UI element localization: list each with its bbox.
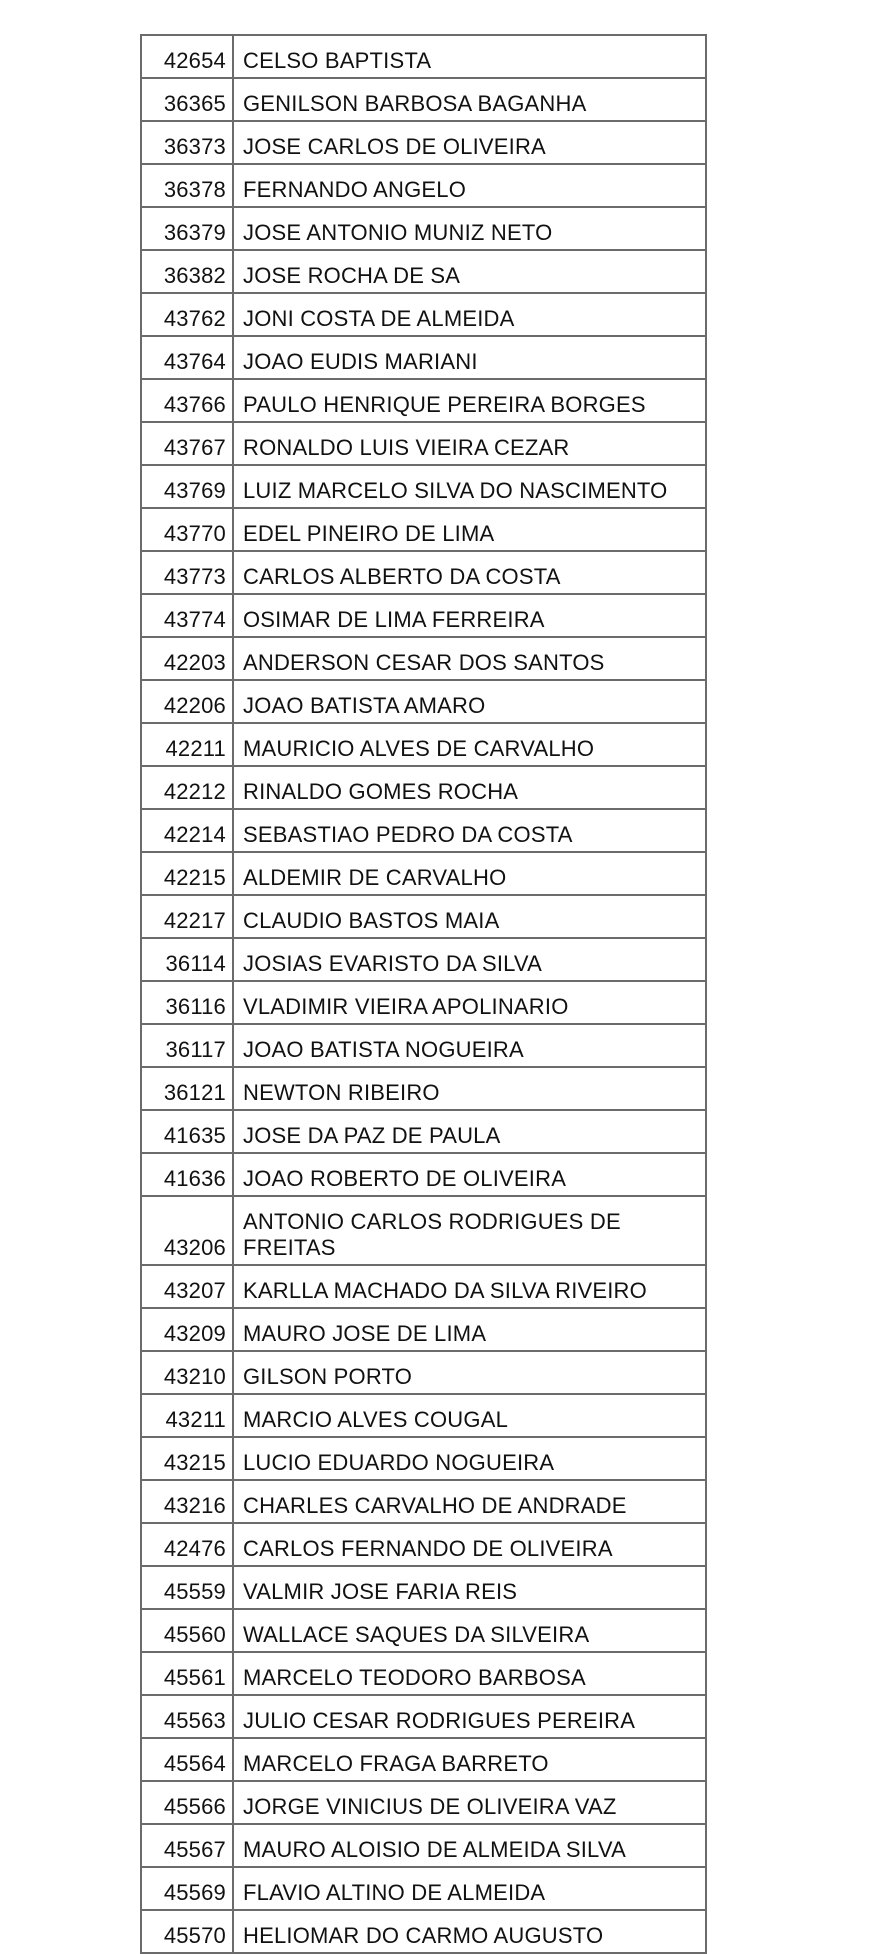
row-name-cell: CHARLES CARVALHO DE ANDRADE [233,1480,706,1523]
table-row [141,1437,706,1480]
table-row [141,1265,706,1308]
row-id-cell: 43764 [141,336,233,379]
table-row [141,938,706,981]
row-name-cell: CARLOS FERNANDO DE OLIVEIRA [233,1523,706,1566]
table-row [141,1480,706,1523]
row-name-cell: ANDERSON CESAR DOS SANTOS [233,637,706,680]
row-id-cell: 45563 [141,1695,233,1738]
table-row [141,1196,706,1265]
row-id-cell: 36114 [141,938,233,981]
table-row [141,78,706,121]
row-name-cell: SEBASTIAO PEDRO DA COSTA [233,809,706,852]
table-row [141,207,706,250]
row-name-cell: JOAO BATISTA AMARO [233,680,706,723]
row-name-cell: PAULO HENRIQUE PEREIRA BORGES [233,379,706,422]
row-name-cell: MARCIO ALVES COUGAL [233,1394,706,1437]
row-id-cell: 43773 [141,551,233,594]
row-id-cell: 43774 [141,594,233,637]
table-row [141,1110,706,1153]
row-id-cell: 45570 [141,1910,233,1953]
row-id-cell: 42206 [141,680,233,723]
row-name-cell: NEWTON RIBEIRO [233,1067,706,1110]
row-id-cell: 45567 [141,1824,233,1867]
row-name-cell: RINALDO GOMES ROCHA [233,766,706,809]
table-row [141,336,706,379]
row-name-cell: GILSON PORTO [233,1351,706,1394]
row-id-cell: 43767 [141,422,233,465]
table-row [141,1153,706,1196]
table-row [141,1351,706,1394]
table-row [141,1024,706,1067]
table-row [141,121,706,164]
table-row [141,852,706,895]
table-row [141,1609,706,1652]
row-name-cell: OSIMAR DE LIMA FERREIRA [233,594,706,637]
table-row [141,1308,706,1351]
row-name-cell: JULIO CESAR RODRIGUES PEREIRA [233,1695,706,1738]
table-row [141,1566,706,1609]
row-name-cell: CLAUDIO BASTOS MAIA [233,895,706,938]
row-id-cell: 42211 [141,723,233,766]
table-row [141,250,706,293]
row-id-cell: 36382 [141,250,233,293]
row-name-cell: MAURO JOSE DE LIMA [233,1308,706,1351]
row-name-cell: VALMIR JOSE FARIA REIS [233,1566,706,1609]
row-name-cell: MAURO ALOISIO DE ALMEIDA SILVA [233,1824,706,1867]
row-name-cell: GENILSON BARBOSA BAGANHA [233,78,706,121]
row-name-cell: ANTONIO CARLOS RODRIGUES DE FREITAS [233,1196,706,1265]
row-name-cell: JORGE VINICIUS DE OLIVEIRA VAZ [233,1781,706,1824]
row-id-cell: 43210 [141,1351,233,1394]
table-row [141,981,706,1024]
row-name-cell: JONI COSTA DE ALMEIDA [233,293,706,336]
roster-table-body [141,35,706,1953]
table-row [141,551,706,594]
row-id-cell: 45561 [141,1652,233,1695]
table-row [141,1824,706,1867]
row-id-cell: 42203 [141,637,233,680]
row-name-cell: MAURICIO ALVES DE CARVALHO [233,723,706,766]
row-name-cell: ALDEMIR DE CARVALHO [233,852,706,895]
table-row [141,895,706,938]
row-id-cell: 36116 [141,981,233,1024]
row-id-cell: 43211 [141,1394,233,1437]
row-name-cell: VLADIMIR VIEIRA APOLINARIO [233,981,706,1024]
row-name-cell: JOSE ANTONIO MUNIZ NETO [233,207,706,250]
row-id-cell: 42476 [141,1523,233,1566]
row-id-cell: 36365 [141,78,233,121]
row-id-cell: 36373 [141,121,233,164]
row-name-cell: CELSO BAPTISTA [233,35,706,78]
row-id-cell: 43762 [141,293,233,336]
row-name-cell: MARCELO FRAGA BARRETO [233,1738,706,1781]
row-name-cell: HELIOMAR DO CARMO AUGUSTO [233,1910,706,1953]
row-id-cell: 42214 [141,809,233,852]
table-row [141,1695,706,1738]
row-name-cell: FERNANDO ANGELO [233,164,706,207]
table-row [141,508,706,551]
row-id-cell: 43206 [141,1196,233,1265]
row-id-cell: 36379 [141,207,233,250]
row-id-cell: 41636 [141,1153,233,1196]
row-id-cell: 43215 [141,1437,233,1480]
table-row [141,1652,706,1695]
row-name-cell: JOAO BATISTA NOGUEIRA [233,1024,706,1067]
row-id-cell: 36378 [141,164,233,207]
table-row [141,1738,706,1781]
row-id-cell: 43216 [141,1480,233,1523]
row-id-cell: 43769 [141,465,233,508]
row-name-cell: WALLACE SAQUES DA SILVEIRA [233,1609,706,1652]
table-row [141,766,706,809]
row-id-cell: 41635 [141,1110,233,1153]
row-name-cell: JOSE DA PAZ DE PAULA [233,1110,706,1153]
table-row [141,1867,706,1910]
roster-table [140,34,707,1954]
row-id-cell: 42212 [141,766,233,809]
table-row [141,723,706,766]
table-row [141,35,706,78]
row-id-cell: 36121 [141,1067,233,1110]
table-row [141,1523,706,1566]
row-id-cell: 43770 [141,508,233,551]
row-name-cell: EDEL PINEIRO DE LIMA [233,508,706,551]
table-row [141,594,706,637]
row-id-cell: 42215 [141,852,233,895]
table-row [141,422,706,465]
table-row [141,1394,706,1437]
table-row [141,809,706,852]
table-row [141,379,706,422]
table-row [141,680,706,723]
row-id-cell: 45566 [141,1781,233,1824]
row-name-cell: JOSE CARLOS DE OLIVEIRA [233,121,706,164]
row-id-cell: 45569 [141,1867,233,1910]
row-id-cell: 42217 [141,895,233,938]
table-row [141,465,706,508]
row-name-cell: FLAVIO ALTINO DE ALMEIDA [233,1867,706,1910]
table-row [141,293,706,336]
row-name-cell: RONALDO LUIS VIEIRA CEZAR [233,422,706,465]
row-id-cell: 43766 [141,379,233,422]
row-name-cell: MARCELO TEODORO BARBOSA [233,1652,706,1695]
row-id-cell: 45564 [141,1738,233,1781]
row-id-cell: 43207 [141,1265,233,1308]
row-id-cell: 43209 [141,1308,233,1351]
table-row [141,164,706,207]
row-name-cell: JOSE ROCHA DE SA [233,250,706,293]
row-name-cell: CARLOS ALBERTO DA COSTA [233,551,706,594]
row-id-cell: 45559 [141,1566,233,1609]
row-name-cell: JOAO ROBERTO DE OLIVEIRA [233,1153,706,1196]
table-row [141,1781,706,1824]
table-row [141,1067,706,1110]
table-row [141,1910,706,1953]
row-name-cell: JOSIAS EVARISTO DA SILVA [233,938,706,981]
row-name-cell: KARLLA MACHADO DA SILVA RIVEIRO [233,1265,706,1308]
table-row [141,637,706,680]
row-name-cell: LUIZ MARCELO SILVA DO NASCIMENTO [233,465,706,508]
row-id-cell: 45560 [141,1609,233,1652]
row-name-cell: LUCIO EDUARDO NOGUEIRA [233,1437,706,1480]
row-id-cell: 42654 [141,35,233,78]
row-id-cell: 36117 [141,1024,233,1067]
row-name-cell: JOAO EUDIS MARIANI [233,336,706,379]
